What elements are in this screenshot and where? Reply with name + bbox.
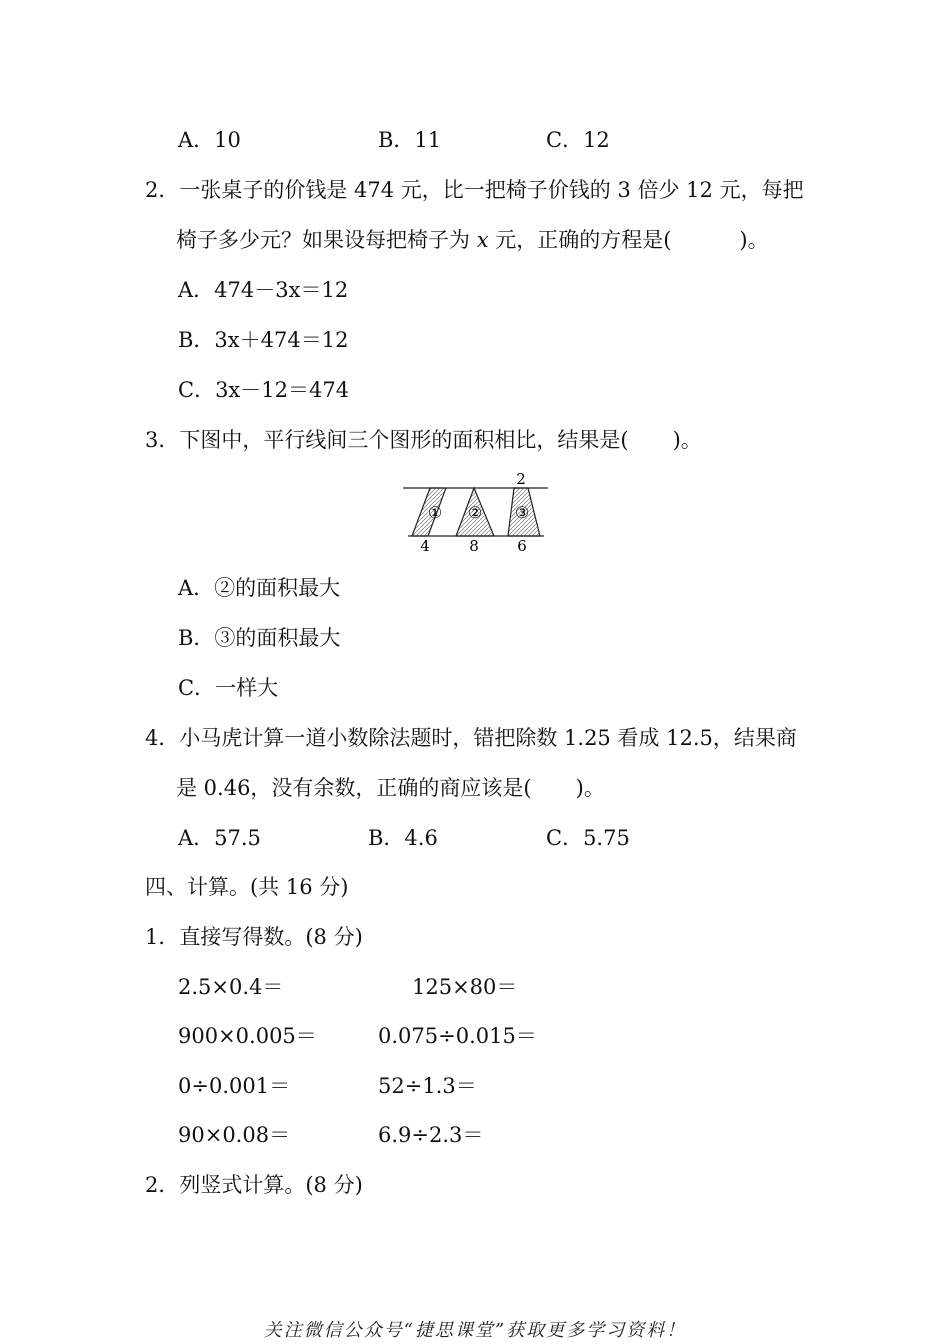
q4-stem-line1: 4．小马虎计算一道小数除法题时，错把除数 1.25 看成 12.5，结果商 — [145, 726, 797, 750]
top-label: 2 — [516, 470, 526, 488]
shape-3-label: ③ — [514, 503, 530, 522]
q3-stem — [145, 425, 702, 455]
calc-item: 2.5×0.4＝ — [178, 975, 284, 999]
bottom-label-2: 8 — [469, 537, 479, 555]
q3-stem-close: )。 — [672, 428, 702, 452]
calc-item: 0÷0.001＝ — [178, 1074, 291, 1098]
q3-option-b: B．③的面积最大 — [178, 626, 341, 650]
q4-stem-close: )。 — [575, 776, 605, 800]
q2-option-b: B．3x＋474＝12 — [178, 328, 349, 352]
shape-2-label: ② — [467, 503, 483, 522]
q3-stem-text: 3．下图中，平行线间三个图形的面积相比，结果是( — [145, 428, 629, 452]
q3-option-a: A．②的面积最大 — [178, 576, 341, 600]
shape-1-label: ① — [427, 503, 443, 522]
q1-option-b: B．11 — [378, 128, 442, 152]
q2-stem-text: 椅子多少元？如果设每把椅子为 — [176, 228, 477, 252]
q4-option-a: A．57.5 — [178, 826, 261, 850]
calc-item: 0.075÷0.015＝ — [378, 1024, 537, 1048]
q2-stem-close: )。 — [739, 228, 769, 252]
q2-stem-line2 — [176, 225, 769, 255]
q3-figure — [400, 468, 552, 556]
q4-stem-line2 — [176, 773, 605, 803]
calc-item: 52÷1.3＝ — [378, 1074, 477, 1098]
calc-item: 125×80＝ — [412, 975, 518, 999]
q4-option-c: C．5.75 — [546, 826, 630, 850]
section-4-sub2: 2．列竖式计算。(8 分) — [145, 1173, 363, 1197]
q3-option-c: C．一样大 — [178, 676, 279, 700]
bottom-label-3: 6 — [517, 537, 527, 555]
q4-option-b: B．4.6 — [368, 826, 438, 850]
q4-stem-text: 是 0.46，没有余数，正确的商应该是( — [176, 776, 532, 800]
q2-stem-line1: 2．一张桌子的价钱是 474 元，比一把椅子价钱的 3 倍少 12 元，每把 — [145, 178, 804, 202]
q1-option-c: C．12 — [546, 128, 610, 152]
q1-option-a: A．10 — [178, 128, 241, 152]
calc-item: 90×0.08＝ — [178, 1123, 291, 1147]
section-4-sub1: 1．直接写得数。(8 分) — [145, 925, 363, 949]
q2-option-a: A．474－3x＝12 — [178, 278, 349, 302]
q2-variable: x — [476, 228, 489, 252]
calc-item: 6.9÷2.3＝ — [378, 1123, 484, 1147]
footer-note: 关注微信公众号“捷思课堂”获取更多学习资料！ — [263, 1320, 687, 1341]
calc-item: 900×0.005＝ — [178, 1024, 317, 1048]
q2-option-c: C．3x－12＝474 — [178, 378, 350, 402]
bottom-label-1: 4 — [420, 537, 430, 555]
section-4-title: 四、计算。(共 16 分) — [145, 875, 349, 899]
q2-stem-text-2: 元，正确的方程是( — [488, 228, 672, 252]
